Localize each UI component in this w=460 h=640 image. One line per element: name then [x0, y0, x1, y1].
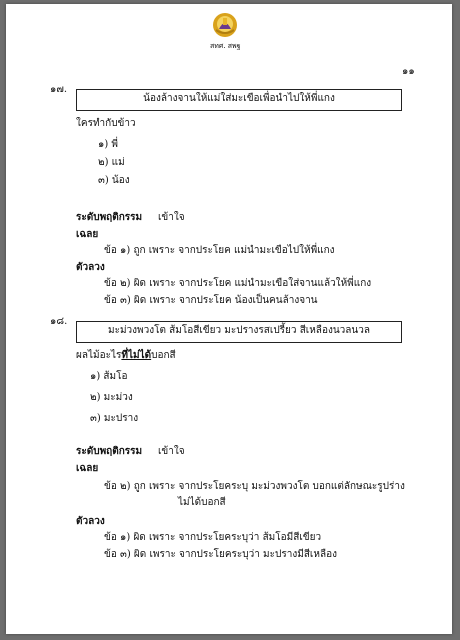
document-page	[6, 4, 452, 634]
q18-option-2: ๒) มะม่วง	[90, 392, 133, 403]
q17-number: ๑๗.	[50, 84, 68, 95]
emblem-logo	[212, 12, 238, 38]
q17-option-1: ๑) พี่	[98, 139, 119, 150]
q18-distractor-2: ข้อ ๓) ผิด เพราะ จากประโยคระบุว่า มะปรางมีสีเหลือง	[104, 549, 337, 560]
q17-passage-box	[76, 89, 402, 111]
q18-distractor-1: ข้อ ๑) ผิด เพราะ จากประโยคระบุว่า ส้มโอมีสีเขียว	[104, 532, 322, 543]
q18-question-pre: ผลไม้อะไร	[76, 350, 122, 361]
q17-option-2: ๒) แม่	[98, 157, 125, 168]
q17-answer: ข้อ ๑) ถูก เพราะ จากประโยค แม่นำมะเขือไปให้พี่แกง	[104, 245, 335, 256]
q18-passage: มะม่วงพวงโต ส้มโอสีเขียว มะปรางรสเปรี้ยว สีเหลืองนวลนวล	[107, 325, 370, 336]
q17-question: ใครทำกับข้าว	[76, 118, 136, 129]
q18-answer-label: เฉลย	[76, 463, 99, 474]
org-abbrev: สทศ. สพฐ	[210, 42, 241, 50]
q18-option-3: ๓) มะปราง	[90, 413, 139, 424]
q18-answer-line-2: ไม่ได้บอกสี	[178, 497, 226, 508]
q18-behavior-label: ระดับพฤติกรรม	[76, 446, 143, 457]
q17-behavior-value: เข้าใจ	[158, 212, 185, 223]
q17-answer-label: เฉลย	[76, 229, 99, 240]
q18-number: ๑๘.	[50, 316, 68, 327]
q18-distractor-label: ตัวลวง	[76, 516, 105, 527]
q17-behavior-label: ระดับพฤติกรรม	[76, 212, 143, 223]
page-number: ๑๑	[402, 66, 415, 77]
q17-distractor-2: ข้อ ๓) ผิด เพราะ จากประโยค น้องเป็นคนล้างจาน	[104, 295, 318, 306]
q17-passage: น้องล้างจานให้แม่ใส่มะเขือเพื่อนำไปให้พี่แกง	[143, 93, 335, 104]
q17-distractor-label: ตัวลวง	[76, 262, 105, 273]
q18-question	[76, 350, 176, 362]
q17-distractor-1: ข้อ ๒) ผิด เพราะ จากประโยค แม่นำมะเขือใส่จานแล้วให้พี่แกง	[104, 278, 372, 289]
q18-behavior-value: เข้าใจ	[158, 446, 185, 457]
q18-question-post: บอกสี	[151, 350, 176, 361]
q18-option-1: ๑) ส้มโอ	[90, 371, 128, 382]
q17-option-3: ๓) น้อง	[98, 175, 130, 186]
q18-question-emphasis: ที่ไม่ได้	[121, 350, 152, 361]
q18-answer-line-1: ข้อ ๒) ถูก เพราะ จากประโยคระบุ มะม่วงพวงโต บอกแต่ลักษณะรูปร่าง	[104, 481, 405, 492]
q18-passage-box	[76, 321, 402, 343]
